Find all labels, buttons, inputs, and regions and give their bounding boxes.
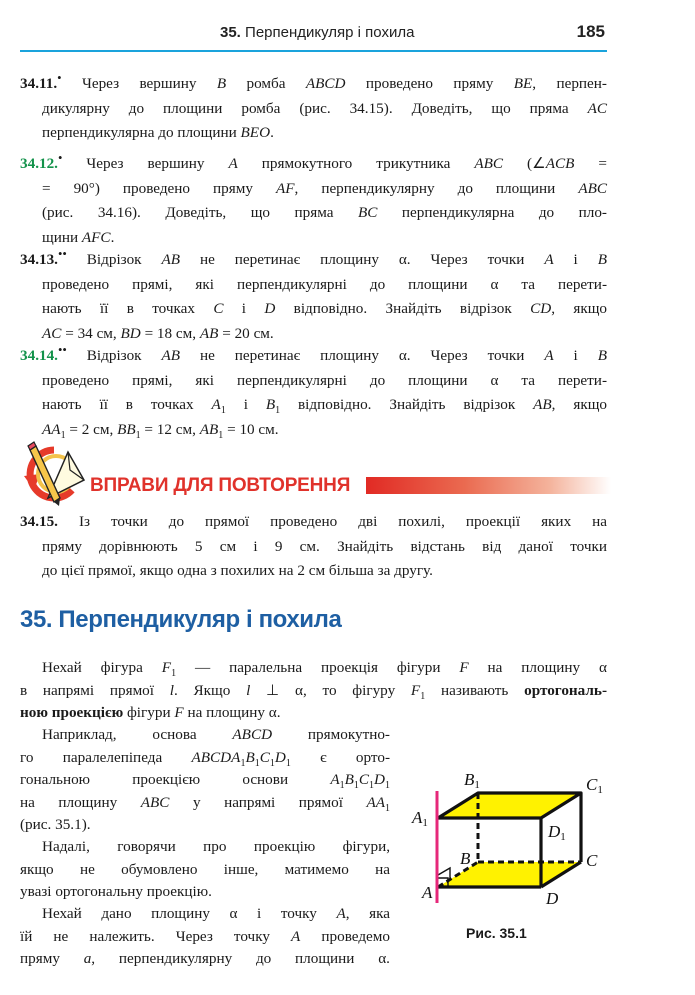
text-line: Надалі, говорячи про проекцію фігури, bbox=[42, 838, 390, 855]
problem-line: нають її в точках $A_1$ і $B_1$ відповідно. Знайдіть відрізок AB, якщо bbox=[42, 396, 607, 417]
running-title: 35. Перпендикуляр і похила bbox=[220, 24, 415, 41]
text-line: (рис. 35.1). bbox=[20, 816, 91, 833]
svg-text:A1: A1 bbox=[412, 808, 428, 829]
problem-line: 34.15. Із точки до прямої проведено дві похилі, проекції яких на bbox=[20, 513, 607, 530]
text-line: го паралелепіпеда $ABCDA_1B_1C_1D_1$ є орто- bbox=[20, 748, 391, 769]
svg-text:B1: B1 bbox=[464, 770, 480, 791]
problem-line: 34.11.• Через вершину B ромба ABCD проведено пряму BE, перпен- bbox=[20, 71, 607, 93]
problem-34-12 bbox=[20, 146, 607, 250]
svg-text:C1: C1 bbox=[586, 775, 603, 796]
problem-line: (рис. 34.16). Доведіть, що пряма BC перпендикулярна до пло- bbox=[42, 204, 607, 222]
problem-line: 34.14.•• Відрізок AB не перетинає площину α. Через точки A і B bbox=[20, 343, 607, 365]
figure-35-1-parallelepiped bbox=[400, 762, 615, 952]
problem-line: нають її в точках C і D відповідно. Знайдіть відрізок CD, якщо bbox=[42, 300, 607, 318]
problem-line: AC = 34 см, BD = 18 см, AB = 20 см. bbox=[42, 324, 274, 342]
problem-line: 34.12.• Через вершину A прямокутного трикутника ABC (∠ACB = bbox=[20, 151, 607, 173]
problem-number: 34.15. bbox=[20, 513, 58, 530]
problem-number: 34.14. bbox=[20, 347, 58, 365]
text-line: пряму a, перпендикулярну до площини α. bbox=[20, 950, 390, 967]
section-title: 35. Перпендикуляр і похила bbox=[20, 606, 342, 633]
difficulty-marker: •• bbox=[57, 343, 67, 357]
problem-line: 34.13.•• Відрізок AB не перетинає площину α. Через точки A і B bbox=[20, 247, 607, 269]
problem-line: щини AFC. bbox=[42, 228, 115, 246]
problem-34-14 bbox=[20, 338, 607, 442]
problem-line: пряму дорівнюють 5 см і 9 см. Знайдіть відстань від даної точки bbox=[42, 537, 607, 555]
text-line: їй не належить. Через точку A проведемо bbox=[20, 927, 390, 945]
difficulty-marker: •• bbox=[57, 247, 67, 261]
figure-caption: Рис. 35.1 bbox=[466, 925, 527, 941]
difficulty-marker: • bbox=[57, 71, 62, 85]
paragraph-convention bbox=[20, 836, 390, 904]
paragraph-perpendicular bbox=[20, 903, 390, 971]
text-line: увазі ортогональну проекцію. bbox=[20, 883, 212, 900]
problem-line: перпендикулярна до площини BEO. bbox=[42, 124, 274, 142]
problem-line: до цієї прямої, якщо одна з похилих на 2 см більша за другу. bbox=[42, 562, 433, 579]
svg-text:A: A bbox=[422, 883, 433, 902]
problem-line: $AA_1 = 2$ см, $BB_1 = 12$ см, $AB_1 = 10$ см. bbox=[42, 420, 279, 441]
paragraph-definition bbox=[20, 657, 607, 725]
problem-number: 34.11. bbox=[20, 75, 58, 93]
problem-line: дикулярну до площини ромба (рис. 34.15). Доведіть, що пряма AC bbox=[42, 99, 607, 117]
svg-text:C: C bbox=[586, 851, 598, 870]
pencil-envelope-review-icon bbox=[18, 440, 90, 506]
text-line: Нехай фігура $F_1$ — паралельна проекція фігури F на площину α bbox=[42, 659, 608, 679]
problem-34-15 bbox=[20, 510, 607, 584]
text-line: на площину ABC у напрямі прямої $AA_1$ bbox=[20, 793, 390, 814]
text-line: в напрямі прямої l. Якщо l ⊥ α, то фігуру $F_1$ називають ортогональ- bbox=[20, 681, 608, 702]
problem-line: проведено прямі, які перпендикулярні до площини α та перети- bbox=[42, 275, 607, 293]
review-gradient-bar bbox=[366, 477, 611, 494]
text-line: Нехай дано площину α і точку A, яка bbox=[42, 905, 390, 922]
review-label: ВПРАВИ ДЛЯ ПОВТОРЕННЯ bbox=[90, 475, 351, 496]
text-line: Наприклад, основа ABCD прямокутно- bbox=[42, 726, 390, 743]
running-header bbox=[20, 22, 607, 52]
svg-text:D: D bbox=[546, 889, 559, 908]
problem-34-13 bbox=[20, 242, 607, 346]
page-number: 185 bbox=[576, 22, 605, 41]
difficulty-marker: • bbox=[57, 151, 63, 165]
review-exercises-banner bbox=[18, 440, 608, 505]
problem-line: проведено прямі, які перпендикулярні до площини α та перети- bbox=[42, 371, 607, 389]
svg-text:D1: D1 bbox=[548, 822, 566, 843]
text-line: ною проекцією фігури F на площину α. bbox=[20, 704, 281, 721]
problem-number: 34.12. bbox=[20, 155, 58, 173]
problem-34-11 bbox=[20, 66, 607, 146]
problem-number: 34.13. bbox=[20, 251, 58, 269]
text-line: якщо не обумовлено інше, матимемо на bbox=[20, 860, 390, 878]
paragraph-example bbox=[20, 724, 390, 837]
text-line: гональною проекцією основи $A_1B_1C_1D_1$ bbox=[20, 771, 390, 791]
svg-text:B: B bbox=[460, 849, 471, 868]
problem-line: = 90°) проведено пряму AF, перпендикулярну до площини ABC bbox=[42, 179, 607, 197]
